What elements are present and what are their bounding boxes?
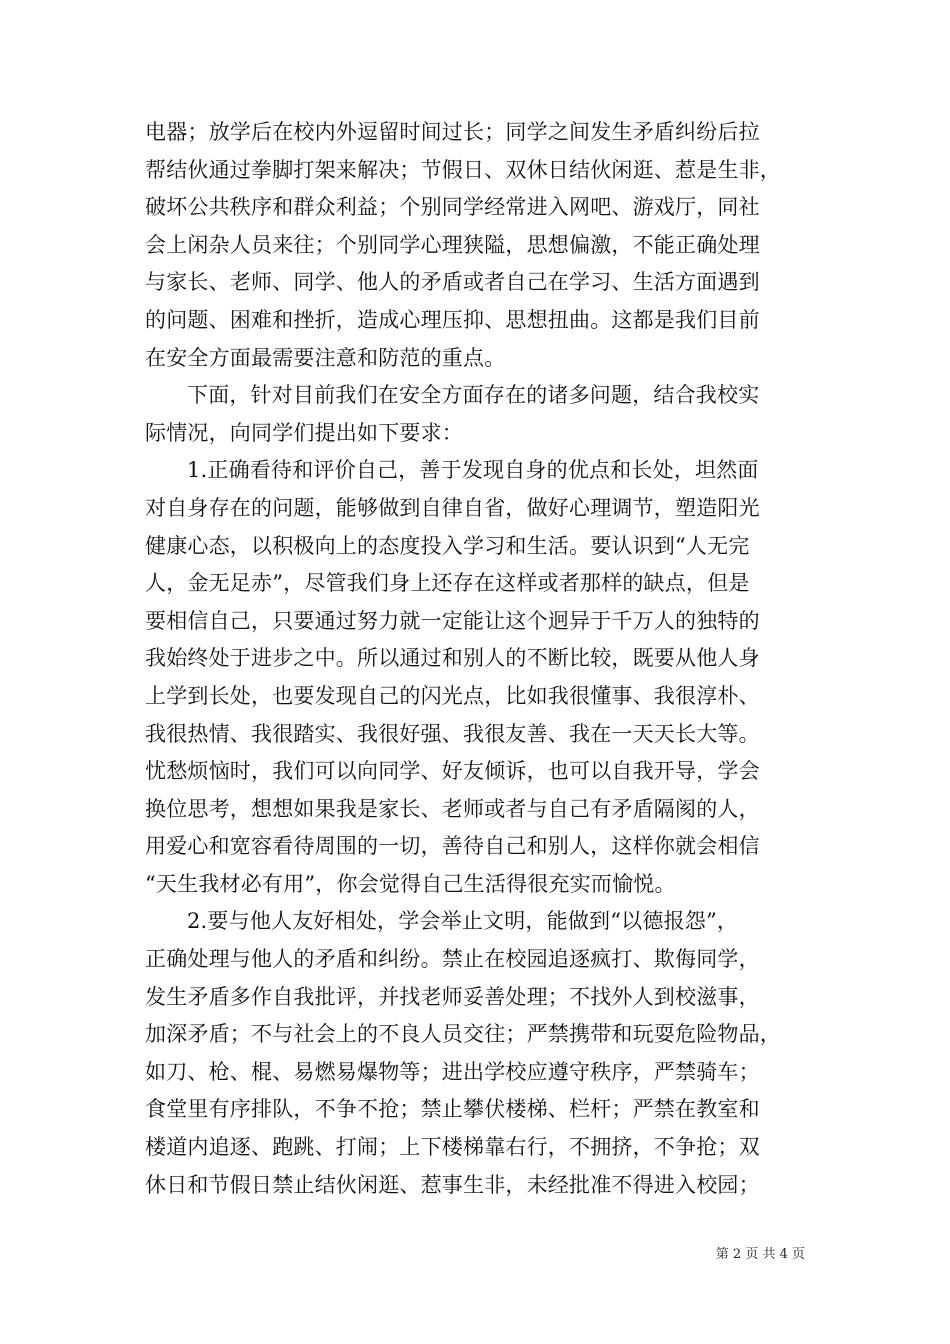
text-line: 下面，针对目前我们在安全方面存在的诸多问题，结合我校实 — [187, 383, 760, 408]
text-line: 我很热情、我很踏实、我很好强、我很友善、我在一天天长大等。 — [145, 721, 760, 746]
text-line: 忧愁烦恼时，我们可以向同学、好友倾诉，也可以自我开导，学会 — [145, 759, 760, 784]
text-line: 破坏公共秩序和群众利益；个别同学经常进入网吧、游戏厅，同社 — [145, 195, 760, 220]
text-line: 上学到长处，也要发现自己的闪光点，比如我很懂事、我很淳朴、 — [145, 683, 760, 708]
text-line: “天生我材必有用”，你会觉得自己生活得很充实而愉悦。 — [145, 871, 676, 896]
text-line: 的问题、困难和挫折，造成心理压抑、思想扭曲。这都是我们目前 — [145, 307, 760, 332]
text-line: 换位思考，想想如果我是家长、老师或者与自己有矛盾隔阂的人， — [145, 796, 760, 821]
text-line: 2.要与他人友好相处，学会举止文明，能做到“以德报怨”， — [187, 909, 739, 934]
text-line: 电器；放学后在校内外逗留时间过长；同学之间发生矛盾纠纷后拉 — [145, 120, 760, 144]
text-line: 食堂里有序排队，不争不抢；禁止攀伏楼梯、栏杆；严禁在教室和 — [145, 1097, 760, 1122]
text-line: 要相信自己，只要通过努力就一定能让这个迥异于千万人的独特的 — [145, 608, 760, 633]
text-line: 1.正确看待和评价自己，善于发现自身的优点和长处，坦然面 — [187, 458, 759, 483]
text-line: 用爱心和宽容看待周围的一切，善待自己和别人，这样你就会相信 — [145, 834, 760, 859]
text-line: 际情况，向同学们提出如下要求： — [145, 420, 463, 445]
body-text — [145, 114, 807, 1204]
text-line: 对自身存在的问题，能够做到自律自省，做好心理调节，塑造阳光 — [145, 495, 760, 520]
text-line: 与家长、老师、同学、他人的矛盾或者自己在学习、生活方面遇到 — [145, 270, 760, 295]
text-line: 楼道内追逐、跑跳、打闹；上下楼梯靠右行，不拥挤，不争抢；双 — [145, 1135, 760, 1160]
text-line: 休日和节假日禁止结伙闲逛、惹事生非，未经批准不得进入校园； — [145, 1172, 760, 1197]
text-line: 在安全方面最需要注意和防范的重点。 — [145, 345, 506, 370]
text-line: 如刀、枪、棍、易燃易爆物等；进出学校应遵守秩序，严禁骑车； — [145, 1059, 760, 1084]
page-number: 第 2 页 共 4 页 — [715, 1247, 805, 1262]
text-line: 发生矛盾多作自我批评，并找老师妥善处理；不找外人到校滋事， — [145, 984, 760, 1009]
text-line: 健康心态，以积极向上的态度投入学习和生活。要认识到“人无完 — [145, 533, 750, 558]
text-line: 人，金无足赤”，尽管我们身上还存在这样或者那样的缺点，但是 — [145, 571, 750, 596]
text-line: 会上闲杂人员来往；个别同学心理狭隘，思想偏激，不能正确处理 — [145, 232, 760, 257]
text-line: 加深矛盾；不与社会上的不良人员交往；严禁携带和玩耍危险物品， — [145, 1022, 781, 1047]
text-line: 正确处理与他人的矛盾和纠纷。禁止在校园追逐疯打、欺侮同学， — [145, 947, 760, 972]
text-line: 帮结伙通过拳脚打架来解决；节假日、双休日结伙闲逛、惹是生非， — [145, 157, 781, 182]
text-line: 我始终处于进步之中。所以通过和别人的不断比较，既要从他人身 — [145, 646, 760, 671]
